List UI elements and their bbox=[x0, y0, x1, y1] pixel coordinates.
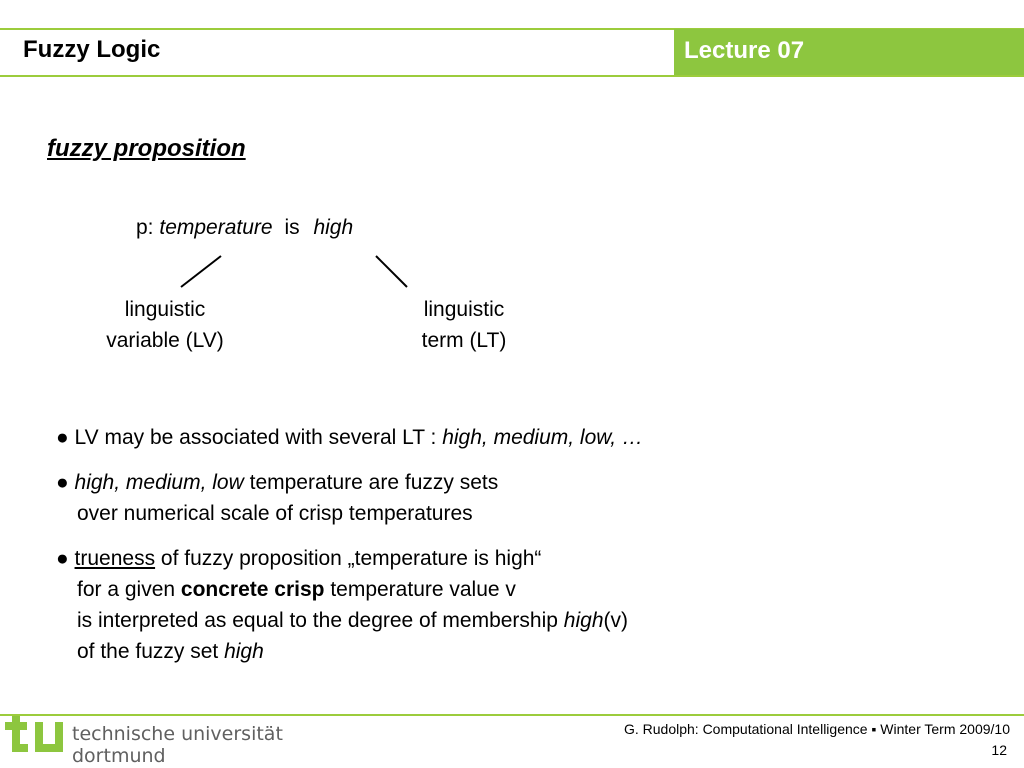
bullet-3-line-2-bold: concrete crisp bbox=[180, 578, 325, 601]
footer-credit: G. Rudolph: Computational Intelligence ▪ Winter Term 2009/10 bbox=[623, 721, 1010, 737]
university-name-line2: dortmund bbox=[72, 745, 166, 767]
bullet-3-line-4 bbox=[77, 640, 264, 664]
tu-logo-icon bbox=[5, 716, 67, 764]
bullet-3-line-3-italic: high bbox=[563, 609, 604, 632]
section-heading: fuzzy proposition bbox=[47, 135, 246, 162]
bullet-3-trueness: trueness bbox=[74, 547, 156, 570]
bullet-1 bbox=[56, 426, 643, 450]
bullet-2 bbox=[56, 471, 498, 495]
page-number: 12 bbox=[991, 742, 1007, 758]
bullet-2-line-2: over numerical scale of crisp temperatures bbox=[77, 502, 473, 525]
bullet-2-terms: high, medium, low bbox=[74, 471, 244, 494]
lt-label-line1: linguistic bbox=[423, 298, 505, 321]
bullet-3-line-4-pre: of the fuzzy set bbox=[77, 640, 225, 663]
bullet-3-line-3 bbox=[77, 609, 628, 633]
bullet-3-line-4-italic: high bbox=[224, 640, 264, 663]
proposition-verb: is bbox=[284, 216, 300, 239]
bullet-1-text: LV may be associated with several LT : bbox=[68, 426, 443, 449]
university-name-line1: technische universität bbox=[72, 723, 283, 745]
bullet-marker: ● bbox=[56, 547, 69, 570]
bullet-3-line-3-pre: is interpreted as equal to the degree of membership bbox=[77, 609, 564, 632]
linguistic-term-label bbox=[389, 294, 539, 356]
bullet-1-terms: high, medium, low, … bbox=[442, 426, 643, 449]
lt-label-line2: term (LT) bbox=[421, 329, 507, 352]
proposition-term: high bbox=[313, 216, 354, 239]
bullet-3-line-2-post: temperature value v bbox=[324, 578, 516, 601]
proposition-prefix: p: bbox=[136, 216, 154, 239]
bullet-3 bbox=[56, 547, 541, 571]
lv-connector-line bbox=[181, 256, 221, 287]
linguistic-variable-label bbox=[80, 294, 250, 356]
lv-label-line2: variable (LV) bbox=[106, 329, 224, 352]
proposition-variable: temperature bbox=[159, 216, 273, 239]
footer-rule bbox=[0, 714, 1024, 716]
slide-title: Fuzzy Logic bbox=[23, 36, 161, 63]
bullet-3-line-2-pre: for a given bbox=[77, 578, 181, 601]
lv-label-line1: linguistic bbox=[124, 298, 206, 321]
bullet-3-text: of fuzzy proposition „temperature is high“ bbox=[155, 547, 542, 570]
bullet-marker: ● bbox=[56, 426, 69, 449]
bullet-marker: ● bbox=[56, 471, 69, 494]
bullet-3-line-2 bbox=[77, 578, 516, 602]
lt-connector-line bbox=[376, 256, 407, 287]
bullet-3-line-3-post: (v) bbox=[603, 609, 628, 632]
lecture-label: Lecture 07 bbox=[684, 37, 805, 64]
bullet-2-text: temperature are fuzzy sets bbox=[243, 471, 499, 494]
